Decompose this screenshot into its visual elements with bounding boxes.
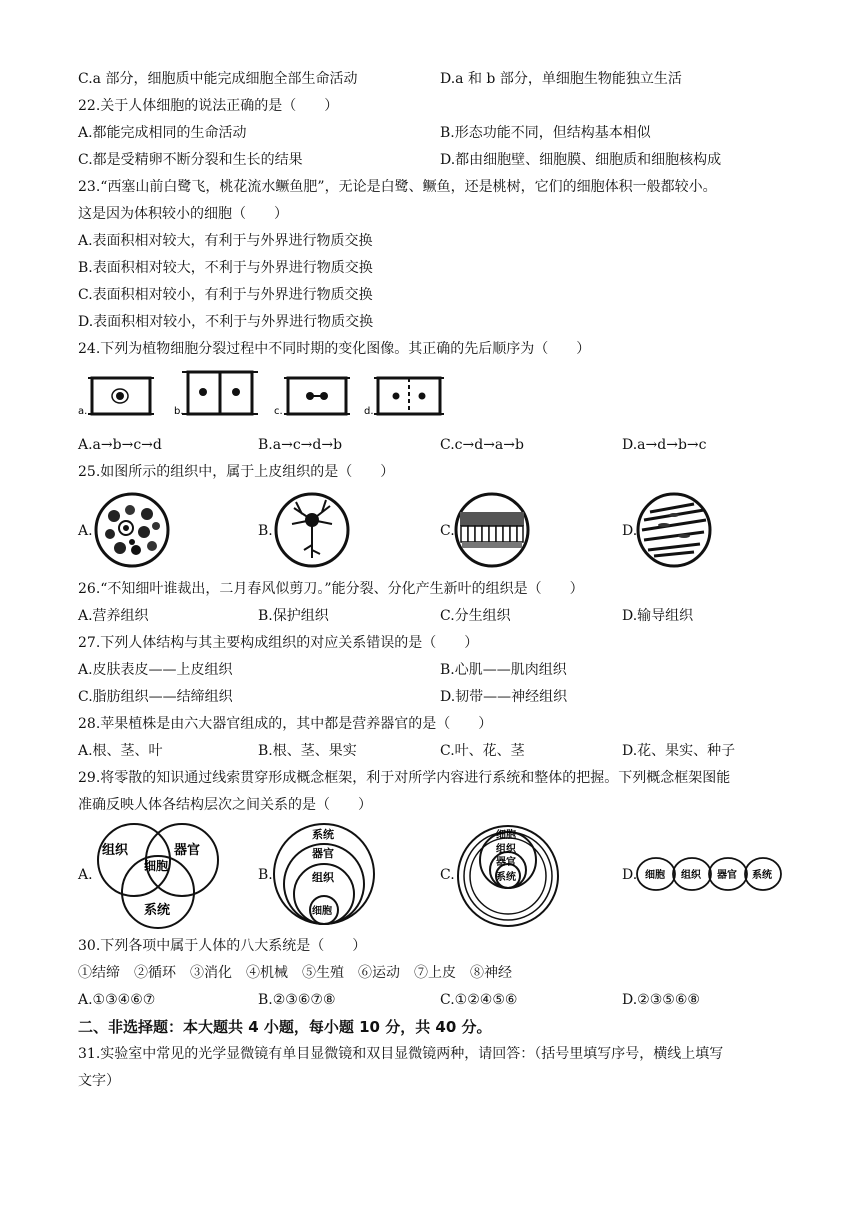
q22-option-b: B.形态功能不同，但结构基本相似 [440, 125, 651, 141]
q26-option-a: A.营养组织 [78, 608, 149, 624]
q21-option-d: D.a 和 b 部分，单细胞生物能独立生活 [440, 71, 682, 87]
q30-option-a: A.①③④⑥⑦ [78, 992, 156, 1008]
row-zuzhi: 组织 [681, 870, 701, 881]
q29-venn-figure [92, 818, 222, 930]
q26-option-b: B.保护组织 [258, 608, 329, 624]
q23-option-d: D.表面积相对较小，不利于与外界进行物质交换 [78, 314, 374, 330]
q25-label-d: D. [622, 523, 638, 539]
label-b: b. [174, 406, 184, 417]
q23-stem: 23.“西塞山前白鹭飞，桃花流水鳜鱼肥”，无论是白鹭、鳜鱼，还是桃树，它们的细胞体积一般都较小。 [78, 179, 717, 195]
nested-b-zuzhi: 组织 [312, 871, 334, 884]
q25-tissue-b-figure [272, 490, 352, 570]
venn-zuzhi: 组织 [102, 843, 129, 858]
q25-label-a: A. [78, 523, 93, 539]
q25-label-b: B. [258, 523, 273, 539]
q27-stem: 27.下列人体结构与其主要构成组织的对应关系错误的是（ ） [78, 635, 479, 651]
q26-option-d: D.输导组织 [622, 608, 694, 624]
cell-c [274, 378, 350, 417]
venn-xitong: 系统 [144, 903, 171, 918]
q29-row-figure [636, 854, 782, 894]
q23-option-c: C.表面积相对较小，有利于与外界进行物质交换 [78, 287, 373, 303]
q26-stem: 26.“不知细叶谁裁出，二月春风似剪刀。”能分裂、分化产生新叶的组织是（ ） [78, 581, 584, 597]
q27-option-d: D.韧带——神经组织 [440, 689, 568, 705]
q31-stem: 31.实验室中常见的光学显微镜有单目显微镜和双目显微镜两种，请回答：（括号里填写序号，横线上填写 [78, 1046, 724, 1062]
row-qiguan: 器官 [717, 870, 737, 881]
label-d: d. [364, 406, 374, 417]
q24-cell-division-figure [78, 368, 458, 420]
q30-option-d: D.②③⑤⑥⑧ [622, 992, 700, 1008]
q29-nested-bottom-figure [272, 822, 376, 926]
venn-qiguan: 器官 [174, 843, 201, 858]
nested-b-qiguan: 器官 [312, 847, 334, 860]
q29-stem-cont: 准确反映人体各结构层次之间关系的是（ ） [78, 797, 372, 813]
q22-option-c: C.都是受精卵不断分裂和生长的结果 [78, 152, 303, 168]
q23-option-b: B.表面积相对较大，不利于与外界进行物质交换 [78, 260, 373, 276]
q23-stem-cont: 这是因为体积较小的细胞（ ） [78, 206, 288, 222]
q28-option-b: B.根、茎、果实 [258, 743, 357, 759]
cell-a [78, 378, 154, 417]
q26-option-c: C.分生组织 [440, 608, 511, 624]
q27-option-a: A.皮肤表皮——上皮组织 [78, 662, 233, 678]
q25-tissue-a-figure [92, 490, 172, 570]
q24-option-a: A.a→b→c→d [78, 437, 162, 453]
nested-b-xitong: 系统 [312, 828, 334, 841]
q31-stem-cont: 文字） [78, 1073, 120, 1089]
q28-option-d: D.花、果实、种子 [622, 743, 736, 759]
q29-concentric-figure [456, 820, 560, 930]
q29-label-a: A. [78, 867, 93, 883]
q23-option-a: A.表面积相对较大，有利于与外界进行物质交换 [78, 233, 373, 249]
q30-option-c: C.①②④⑤⑥ [440, 992, 518, 1008]
q28-option-c: C.叶、花、茎 [440, 743, 525, 759]
q25-tissue-d-figure [634, 490, 714, 570]
q25-tissue-c-figure [452, 490, 532, 570]
q22-stem: 22.关于人体细胞的说法正确的是（ ） [78, 98, 339, 114]
row-xitong: 系统 [752, 870, 772, 881]
concentric-zuzhi: 组织 [496, 844, 516, 855]
q27-option-b: B.心肌——肌肉组织 [440, 662, 567, 678]
cell-d [364, 378, 444, 417]
nested-b-xibao: 细胞 [312, 906, 332, 917]
concentric-xibao: 细胞 [496, 830, 516, 841]
q30-stem: 30.下列各项中属于人体的八大系统是（ ） [78, 938, 367, 954]
q24-option-d: D.a→d→b→c [622, 437, 707, 453]
concentric-xitong: 系统 [496, 872, 516, 883]
concentric-qiguan: 器官 [496, 857, 516, 868]
q27-option-c: C.脂肪组织——结缔组织 [78, 689, 233, 705]
section-2-heading: 二、非选择题：本大题共 4 小题，每小题 10 分，共 40 分。 [78, 1018, 492, 1036]
row-xibao: 细胞 [645, 870, 665, 881]
q28-option-a: A.根、茎、叶 [78, 743, 163, 759]
q25-label-c: C. [440, 523, 455, 539]
q24-stem: 24.下列为植物细胞分裂过程中不同时期的变化图像。其正确的先后顺序为（ ） [78, 341, 591, 357]
q29-label-d: D. [622, 867, 638, 883]
label-a: a. [78, 406, 88, 417]
q24-option-c: C.c→d→a→b [440, 437, 524, 453]
q25-stem: 25.如图所示的组织中，属于上皮组织的是（ ） [78, 464, 395, 480]
q22-option-d: D.都由细胞壁、细胞膜、细胞质和细胞核构成 [440, 152, 722, 168]
q30-items: ①结缔 ②循环 ③消化 ④机械 ⑤生殖 ⑥运动 ⑦上皮 ⑧神经 [78, 965, 512, 981]
q24-option-b: B.a→c→d→b [258, 437, 343, 453]
cell-b [174, 372, 258, 417]
q21-option-c: C.a 部分，细胞质中能完成细胞全部生命活动 [78, 71, 358, 87]
label-c: c. [274, 406, 283, 417]
q29-label-c: C. [440, 867, 455, 883]
venn-xibao: 细胞 [144, 859, 169, 873]
q22-option-a: A.都能完成相同的生命活动 [78, 125, 247, 141]
q29-stem: 29.将零散的知识通过线索贯穿形成概念框架，利于对所学内容进行系统和整体的把握。下列概念框架图能 [78, 770, 731, 786]
q30-option-b: B.②③⑥⑦⑧ [258, 992, 336, 1008]
q29-label-b: B. [258, 867, 273, 883]
q28-stem: 28.苹果植株是由六大器官组成的，其中都是营养器官的是（ ） [78, 716, 493, 732]
